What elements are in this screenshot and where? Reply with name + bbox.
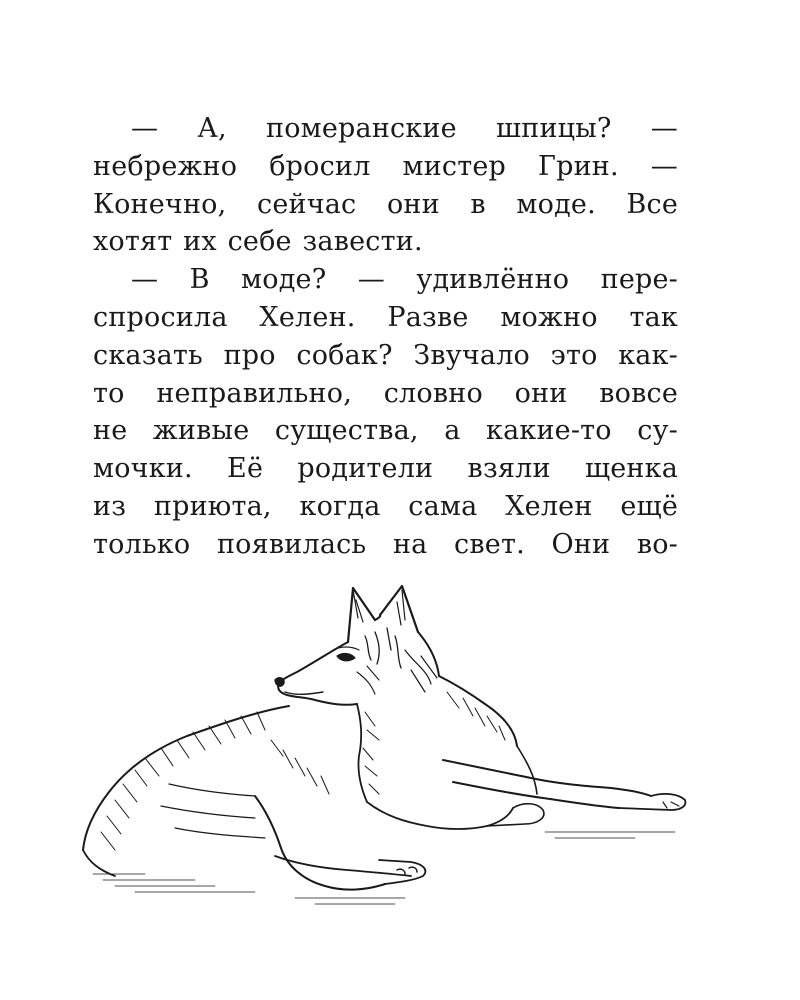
text-line: — В моде? — удивлённо пере- <box>131 264 678 296</box>
text-line: из приюта, когда сама Хелен ещё <box>93 490 678 522</box>
text-line: хотят их себе завести. <box>93 226 423 258</box>
text-line: сказать про собак? Звучало это как- <box>93 339 678 371</box>
text-line: спросила Хелен. Разве можно так <box>93 301 678 333</box>
text-line: не живые существа, а какие-то су- <box>93 415 678 447</box>
text-line: только появилась на свет. Они во- <box>93 528 678 560</box>
body-text <box>93 110 678 564</box>
husky-illustration <box>75 580 700 925</box>
text-line: то неправильно, словно они вовсе <box>93 377 678 409</box>
text-line: — А, померанские шпицы? — <box>131 113 678 144</box>
text-line: мочки. Её родители взяли щенка <box>93 453 678 485</box>
text-line: небрежно бросил мистер Грин. — <box>93 150 678 182</box>
text-line: Конечно, сейчас они в моде. Все <box>93 188 678 220</box>
